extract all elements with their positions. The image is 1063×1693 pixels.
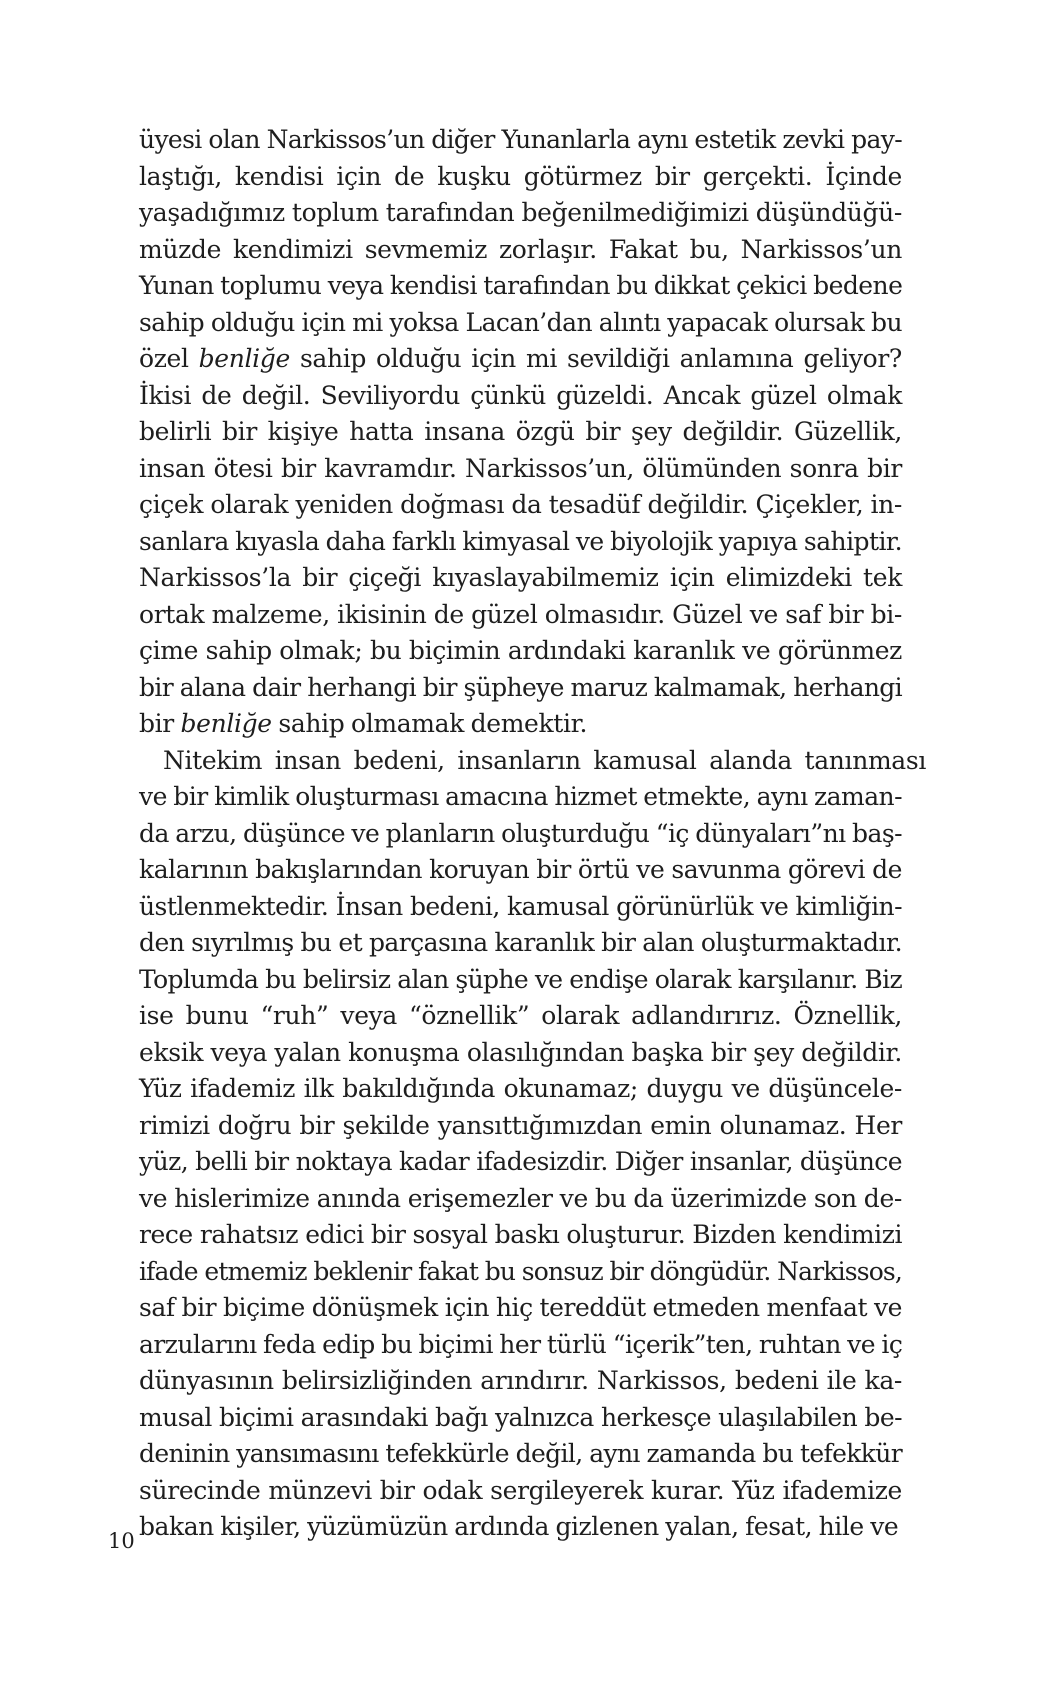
text-run: musal biçimi arasındaki bağı yalnızca herkesçe ulaşılabilen be- — [139, 1402, 902, 1432]
text-run: sürecinde münzevi bir odak sergileyerek kurar. Yüz ifademize — [139, 1475, 902, 1505]
text-run: Yüz ifademiz ilk bakıldığında okunamaz; duygu ve düşüncele- — [139, 1074, 902, 1103]
text-run: deninin yansımasını tefekkürle değil, aynı zamanda bu tefekkür — [139, 1439, 902, 1468]
text-run: sahip olduğu için mi sevildiği anlamına geliyor? — [289, 344, 902, 373]
text-line — [139, 268, 902, 305]
text-run: bir alana dair herhangi bir şüpheye maruz kalmamak, herhangi — [139, 672, 902, 702]
text-run: insan ötesi bir kavramdır. Narkissos’un, ölümünden sonra bir — [139, 453, 902, 483]
text-line — [139, 670, 902, 707]
text-run: çime sahip olmak; bu biçimin ardındaki karanlık ve görünmez — [139, 636, 902, 665]
text-run: dünyasının belirsizliğinden arındırır. Narkissos, bedeni ile ka- — [139, 1366, 902, 1395]
text-line — [139, 305, 902, 342]
text-run: eksik veya yalan konuşma olasılığından başka bir şey değildir. — [139, 1037, 902, 1067]
text-line — [139, 122, 902, 159]
text-line — [139, 889, 902, 926]
text-line — [139, 560, 902, 597]
text-line — [139, 925, 902, 962]
text-run: ortak malzeme, ikisinin de güzel olmasıdır. Güzel ve saf bir bi- — [139, 599, 902, 629]
text-run: laştığı, kendisi için de kuşku götürmez bir gerçekti. İçinde — [139, 161, 902, 191]
text-line — [139, 524, 902, 561]
text-run: Yunan toplumu veya kendisi tarafından bu dikkat çekici bedene — [139, 271, 903, 300]
text-run: müzde kendimizi sevmemiz zorlaşır. Fakat bu, Narkissos’un — [139, 234, 902, 264]
text-run: üyesi olan Narkissos’un diğer Yunanlarla aynı estetik zevki pay- — [139, 125, 902, 154]
text-run: özel — [139, 344, 199, 373]
text-line — [139, 779, 902, 816]
text-line — [139, 1217, 902, 1254]
text-run: Toplumda bu belirsiz alan şüphe ve endişe olarak karşılanır. Biz — [139, 964, 902, 994]
text-line — [139, 816, 902, 853]
text-line — [139, 232, 902, 269]
text-line — [139, 1363, 902, 1400]
text-run: saf bir biçime dönüşmek için hiç tereddüt etmeden menfaat ve — [139, 1293, 902, 1322]
text-line — [139, 1144, 902, 1181]
text-run: çiçek olarak yeniden doğması da tesadüf değildir. Çiçekler, in- — [139, 490, 902, 519]
text-line — [139, 706, 902, 743]
text-line — [139, 743, 926, 780]
text-line — [139, 1035, 902, 1072]
text-run: yüz, belli bir noktaya kadar ifadesizdir. Diğer insanlar, düşünce — [139, 1147, 902, 1176]
text-run: bakan kişiler, yüzümüzün ardında gizlenen yalan, fesat, hile ve — [139, 1512, 899, 1541]
text-line — [139, 1436, 902, 1473]
italic-term: benliğe — [198, 344, 290, 373]
text-run: yaşadığımız toplum tarafından beğenilmediğimizi düşündüğü- — [139, 198, 902, 227]
text-line — [139, 998, 902, 1035]
text-run: bir — [139, 709, 181, 738]
text-line — [139, 1254, 902, 1291]
text-run: Nitekim insan bedeni, insanların kamusal alanda tanınması — [163, 745, 926, 775]
text-line — [139, 414, 902, 451]
text-line — [139, 1181, 902, 1218]
text-line — [139, 852, 902, 889]
text-run: den sıyrılmış bu et parçasına karanlık bir alan oluşturmaktadır. — [139, 928, 902, 957]
text-line — [139, 451, 902, 488]
text-line — [139, 195, 902, 232]
italic-term: benliğe — [180, 709, 272, 738]
text-line — [139, 159, 902, 196]
text-run: ise bunu “ruh” veya “öznellik” olarak adlandırırız. Öznellik, — [139, 1001, 902, 1030]
text-line — [139, 1290, 902, 1327]
text-line — [139, 1108, 902, 1145]
text-line — [139, 597, 902, 634]
text-run: ifade etmemiz beklenir fakat bu sonsuz bir döngüdür. Narkissos, — [139, 1256, 902, 1286]
text-run: belirli bir kişiye hatta insana özgü bir şey değildir. Güzellik, — [139, 417, 902, 446]
text-run: sanlara kıyasla daha farklı kimyasal ve biyolojik yapıya sahiptir. — [139, 526, 902, 556]
text-line — [139, 633, 902, 670]
text-run: Narkissos’la bir çiçeği kıyaslayabilmemiz için elimizdeki tek — [139, 563, 902, 592]
text-run: ve hislerimize anında erişemezler ve bu da üzerimizde son de- — [139, 1183, 902, 1213]
text-line — [139, 1400, 902, 1437]
text-line — [139, 962, 902, 999]
text-run: sahip olduğu için mi yoksa Lacan’dan alıntı yapacak olursak bu — [139, 307, 902, 337]
text-run: sahip olmamak demektir. — [271, 709, 588, 738]
text-line — [139, 341, 902, 378]
text-line — [139, 1509, 902, 1546]
text-run: kalarının bakışlarından koruyan bir örtü ve savunma görevi de — [139, 855, 902, 884]
text-line — [139, 487, 902, 524]
text-line — [139, 378, 902, 415]
text-line — [139, 1327, 902, 1364]
text-run: rece rahatsız edici bir sosyal baskı oluşturur. Bizden kendimizi — [139, 1220, 902, 1249]
text-run: arzularını feda edip bu biçimi her türlü “içerik”ten, ruhtan ve iç — [139, 1329, 903, 1359]
text-run: ve bir kimlik oluşturması amacına hizmet etmekte, aynı zaman- — [139, 782, 902, 811]
text-run: rimizi doğru bir şekilde yansıttığımızdan emin olunamaz. Her — [139, 1110, 902, 1140]
text-run: İkisi de değil. Seviliyordu çünkü güzeldi. Ancak güzel olmak — [139, 380, 902, 410]
text-line — [139, 1473, 902, 1510]
text-run: da arzu, düşünce ve planların oluşturduğu “iç dünyaları”nı baş- — [139, 818, 902, 848]
text-line — [139, 1071, 902, 1108]
text-run: üstlenmektedir. İnsan bedeni, kamusal görünürlük ve kimliğin- — [139, 891, 902, 921]
page-number: 10 — [108, 1529, 135, 1553]
body-text — [139, 122, 926, 1546]
